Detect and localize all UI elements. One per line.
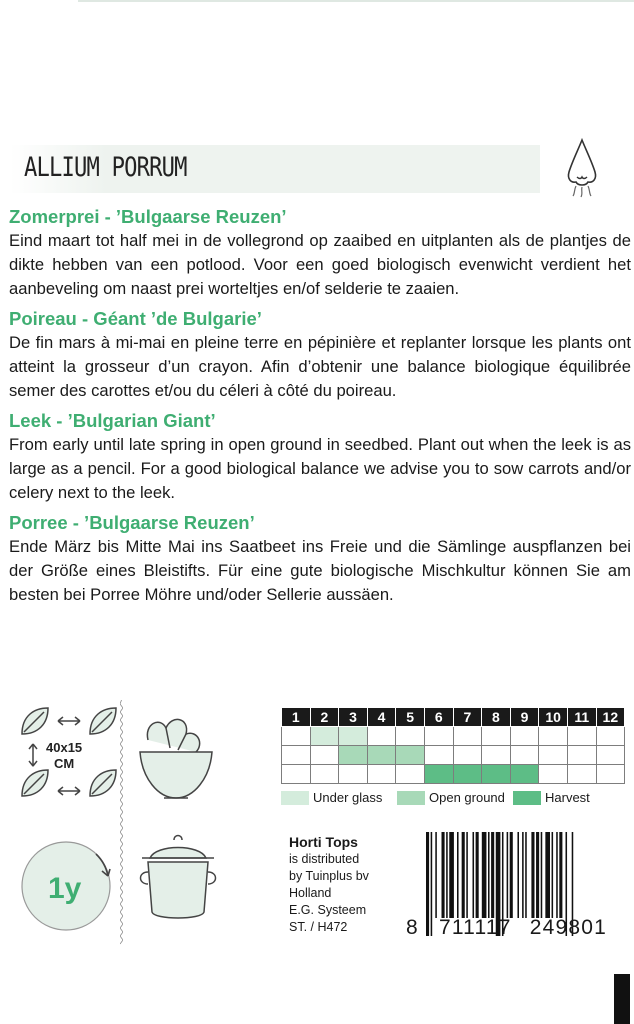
barcode-bar: [536, 832, 539, 918]
barcode-digits-right: 249801: [529, 916, 607, 939]
barcode-bar: [510, 832, 513, 918]
calendar-cell: [339, 727, 368, 746]
section-english: [9, 409, 633, 505]
edge-marker: [614, 974, 630, 1024]
month-label: 1: [282, 708, 311, 727]
distributor-line: Holland: [289, 886, 332, 900]
month-label: 12: [596, 708, 625, 727]
wavy-divider: [120, 700, 123, 950]
barcode-bar: [462, 832, 465, 918]
calendar-cell: [453, 727, 482, 746]
section-german: [9, 511, 633, 607]
calendar-cell: [453, 746, 482, 765]
care-icons: [14, 700, 274, 950]
calendar-cell: [539, 765, 568, 784]
distributor-line: is distributed: [289, 852, 360, 866]
calendar-cell: [596, 746, 625, 765]
lifecycle-label: 1y: [48, 872, 82, 905]
calendar-row-harvest: [282, 765, 625, 784]
month-label: 6: [424, 708, 453, 727]
calendar-cell: [596, 727, 625, 746]
calendar-cell: [282, 746, 311, 765]
calendar-cell: [396, 746, 425, 765]
barcode-bar: [488, 832, 490, 918]
barcode-bar: [466, 832, 468, 918]
legend-swatch: [397, 791, 425, 805]
section-title: Porree - ’Bulgaarse Reuzen’: [9, 512, 255, 533]
calendar-cell: [396, 765, 425, 784]
barcode-bar: [482, 832, 487, 918]
salad-bowl-icon: [140, 719, 212, 798]
barcode-bar: [525, 832, 527, 918]
calendar-cell: [539, 727, 568, 746]
barcode-bar: [541, 832, 543, 918]
nose-icon: [560, 136, 604, 198]
barcode-bar: [476, 832, 479, 918]
calendar-cell: [596, 765, 625, 784]
cooking-pot-icon: [141, 836, 216, 919]
legend-under-glass: [281, 790, 397, 805]
barcode-bar: [507, 832, 509, 918]
legend-label: Harvest: [545, 790, 590, 805]
distributor-line: E.G. Systeem: [289, 903, 367, 917]
month-label: 8: [482, 708, 511, 727]
section-title: Leek - ’Bulgarian Giant’: [9, 410, 216, 431]
month-label: 4: [367, 708, 396, 727]
barcode-bar: [552, 832, 554, 918]
month-label: 10: [539, 708, 568, 727]
legend-swatch: [513, 791, 541, 805]
barcode-bar: [545, 832, 550, 918]
legend-label: Under glass: [313, 790, 383, 805]
barcode-bar: [457, 832, 459, 918]
distributor-info: [289, 834, 369, 936]
section-body: From early until late spring in open ground in seedbed. Plant out when the leek is as large as a pencil. For a good biological balance we advise you to sow carrots and/or celery next to the leek.: [9, 435, 631, 502]
month-label: 5: [396, 708, 425, 727]
calendar-cell: [339, 765, 368, 784]
calendar-row-open-ground: [282, 746, 625, 765]
calendar-cell: [567, 746, 596, 765]
month-label: 9: [510, 708, 539, 727]
section-body: De fin mars à mi-mai en pleine terre en pépinière et replanter lorsque les plants ont atteint la grosseur d’un crayon. Afin d’obtenir une balance biologique équilibrée semer des carottes et/ou du céleri à côté du poireau.: [9, 333, 631, 400]
calendar-cell: [510, 727, 539, 746]
calendar-cell: [339, 746, 368, 765]
arrow-vertical-icon: [29, 744, 37, 766]
calendar-legend: [281, 790, 590, 805]
section-body: Ende März bis Mitte Mai ins Saatbeet ins Freie und die Sämlinge auspflanzen bei der Größe eines Bleistifts. Für eine gute biologische Mischkultur können Sie am besten bei Porree Möhre und/oder Sellerie aussäen.: [9, 537, 631, 604]
legend-harvest: [513, 790, 590, 805]
calendar-cell: [424, 746, 453, 765]
sowing-calendar: [281, 707, 625, 784]
distributor-line: by Tuinplus bv: [289, 869, 369, 883]
calendar-cell: [482, 727, 511, 746]
calendar-cell: [310, 765, 339, 784]
barcode-digit-first: 8: [406, 916, 419, 939]
distributor-line: ST. / H472: [289, 920, 348, 934]
calendar-cell: [367, 746, 396, 765]
calendar-cell: [424, 727, 453, 746]
month-label: 2: [310, 708, 339, 727]
calendar-cell: [310, 727, 339, 746]
calendar-cell: [282, 727, 311, 746]
calendar-cell: [396, 727, 425, 746]
barcode-digits-left: 711117: [438, 916, 512, 939]
calendar-cell: [367, 765, 396, 784]
top-divider: [78, 0, 634, 2]
barcode-number: [406, 916, 607, 940]
brand-name: Horti Tops: [289, 834, 358, 850]
calendar-months: [282, 708, 625, 727]
section-french: [9, 307, 633, 403]
barcode-bar: [556, 832, 558, 918]
calendar-cell: [482, 765, 511, 784]
barcode-bar: [473, 832, 475, 918]
calendar-cell: [453, 765, 482, 784]
legend-label: Open ground: [429, 790, 505, 805]
calendar-cell: [510, 765, 539, 784]
section-title: Poireau - Géant ’de Bulgarie’: [9, 308, 262, 329]
sowing-instructions: [9, 205, 633, 613]
month-label: 3: [339, 708, 368, 727]
calendar-cell: [282, 765, 311, 784]
calendar-cell: [367, 727, 396, 746]
spacing-unit: CM: [54, 756, 75, 771]
calendar-row-under-glass: [282, 727, 625, 746]
calendar-cell: [567, 765, 596, 784]
section-dutch: [9, 205, 633, 301]
calendar-cell: [424, 765, 453, 784]
barcode-bar: [442, 832, 445, 918]
month-label: 7: [453, 708, 482, 727]
legend-open-ground: [397, 790, 513, 805]
section-title: Zomerprei - ’Bulgaarse Reuzen’: [9, 206, 287, 227]
barcode-bar: [517, 832, 519, 918]
legend-swatch: [281, 791, 309, 805]
month-label: 11: [567, 708, 596, 727]
section-body: Eind maart tot half mei in de vollegrond op zaaibed en uitplanten als de plantjes de dikte hebben van een potlood. Voor een goed biologisch evenwicht verdient het aanbeveling om naast prei worteltjes en/of selderie te zaaien.: [9, 231, 631, 298]
barcode-bar: [449, 832, 454, 918]
barcode-bar: [435, 832, 437, 918]
barcode-bar: [559, 832, 562, 918]
barcode-bar: [491, 832, 494, 918]
spacing-value: 40x15: [46, 740, 83, 755]
calendar-cell: [310, 746, 339, 765]
barcode-bar: [522, 832, 524, 918]
barcode-bar: [531, 832, 534, 918]
barcode-bar: [446, 832, 448, 918]
calendar-cell: [539, 746, 568, 765]
calendar-cell: [482, 746, 511, 765]
species-name: ALLIUM PORRUM: [24, 152, 187, 183]
calendar-cell: [510, 746, 539, 765]
calendar-cell: [567, 727, 596, 746]
